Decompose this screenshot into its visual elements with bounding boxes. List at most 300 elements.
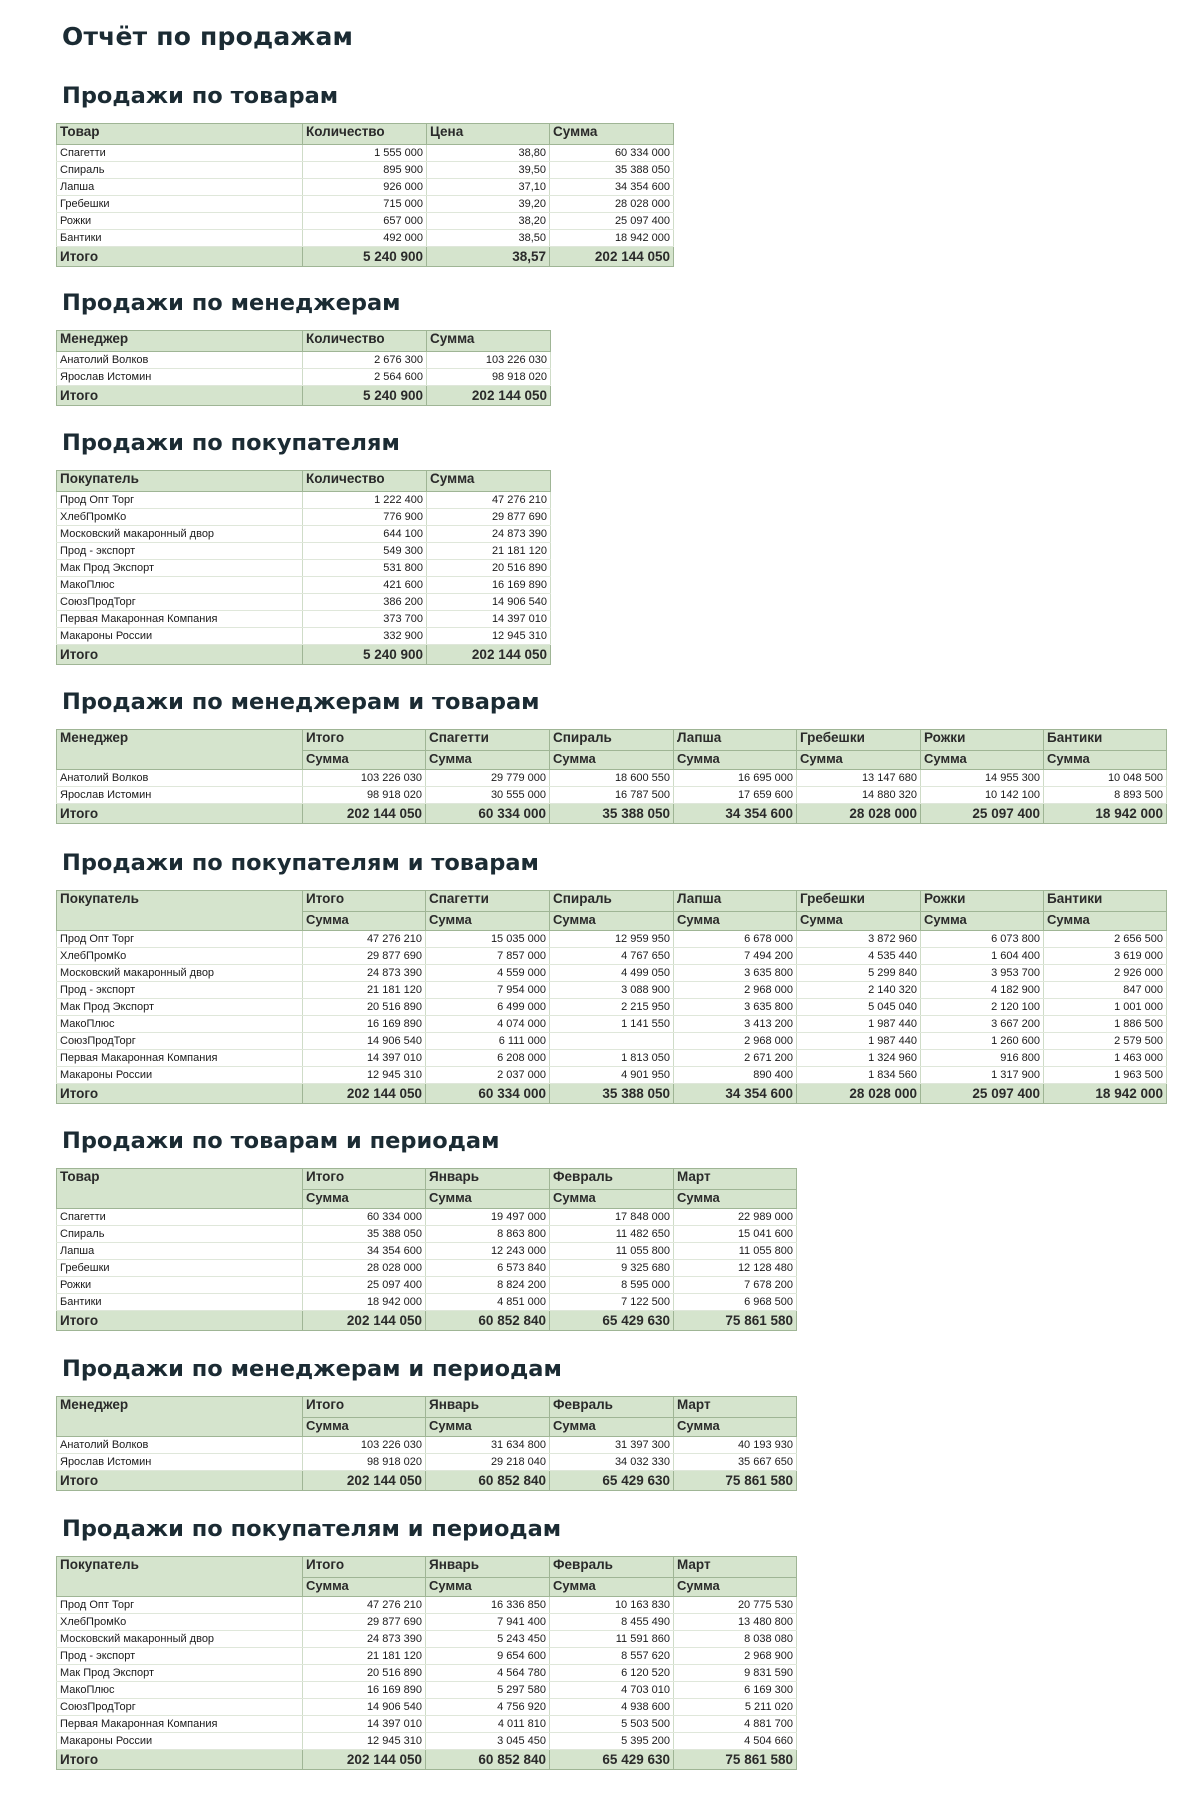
table-row: [57, 1614, 797, 1631]
cell-value: 1 141 550: [550, 1016, 674, 1033]
column-header: Менеджер: [57, 331, 303, 352]
table-row: [57, 1699, 797, 1716]
column-subheader: Сумма: [426, 1418, 550, 1437]
cell-value: 3 088 900: [550, 982, 674, 999]
total-label: Итого: [57, 645, 303, 665]
total-value: 28 028 000: [797, 804, 921, 824]
table-row: [57, 196, 674, 213]
total-value: 75 861 580: [674, 1311, 797, 1331]
cell-value: 37,10: [427, 179, 550, 196]
total-value: 5 240 900: [303, 645, 427, 665]
table-row: [57, 1277, 797, 1294]
section-title: Продажи по покупателям: [62, 430, 400, 456]
column-header: Итого: [303, 891, 426, 912]
row-label: МакоПлюс: [57, 577, 303, 594]
table-row: [57, 1016, 1167, 1033]
cell-value: 31 634 800: [426, 1437, 550, 1454]
table-row: [57, 162, 674, 179]
cell-value: 2 926 000: [1044, 965, 1167, 982]
cell-value: 715 000: [303, 196, 427, 213]
cell-value: 29 779 000: [426, 770, 550, 787]
column-header: Итого: [303, 1169, 426, 1190]
cell-value: 7 857 000: [426, 948, 550, 965]
cell-value: 6 073 800: [921, 931, 1044, 948]
cell-value: 11 591 860: [550, 1631, 674, 1648]
total-value: 60 852 840: [426, 1471, 550, 1491]
cell-value: 1 987 440: [797, 1016, 921, 1033]
total-row: [57, 386, 551, 406]
row-label: Ярослав Истомин: [57, 369, 303, 386]
cell-value: 47 276 210: [303, 1597, 426, 1614]
cell-value: 3 045 450: [426, 1733, 550, 1750]
total-value: 75 861 580: [674, 1471, 797, 1491]
table-row: [57, 369, 551, 386]
cell-value: 6 499 000: [426, 999, 550, 1016]
cell-value: 8 557 620: [550, 1648, 674, 1665]
cell-value: 28 028 000: [303, 1260, 426, 1277]
cell-value: 890 400: [674, 1067, 797, 1084]
total-value: 202 144 050: [303, 804, 426, 824]
cell-value: 38,80: [427, 145, 550, 162]
column-subheader: Сумма: [303, 1578, 426, 1597]
cell-value: 8 038 080: [674, 1631, 797, 1648]
cell-value: 549 300: [303, 543, 427, 560]
cell-value: 7 941 400: [426, 1614, 550, 1631]
cell-value: 103 226 030: [427, 352, 551, 369]
cell-value: 47 276 210: [427, 492, 551, 509]
row-label: Спагетти: [57, 1209, 303, 1226]
total-value: 60 852 840: [426, 1750, 550, 1770]
total-row: [57, 1750, 797, 1770]
cell-value: 4 756 920: [426, 1699, 550, 1716]
column-header: Количество: [303, 331, 427, 352]
total-value: 34 354 600: [674, 804, 797, 824]
cell-value: 776 900: [303, 509, 427, 526]
cell-value: 1 317 900: [921, 1067, 1044, 1084]
cell-value: 492 000: [303, 230, 427, 247]
cell-value: 2 671 200: [674, 1050, 797, 1067]
cell-value: 14 906 540: [303, 1699, 426, 1716]
cell-value: 7 122 500: [550, 1294, 674, 1311]
cell-value: 1 001 000: [1044, 999, 1167, 1016]
table-sales-by-manager-and-period: [56, 1396, 797, 1491]
section-title: Продажи по покупателям и товарам: [62, 850, 539, 876]
column-header: Бантики: [1044, 730, 1167, 751]
cell-value: 5 503 500: [550, 1716, 674, 1733]
cell-value: 916 800: [921, 1050, 1044, 1067]
row-label: Макароны России: [57, 628, 303, 645]
row-label: Анатолий Волков: [57, 1437, 303, 1454]
report-title: Отчёт по продажам: [62, 22, 354, 51]
table-sales-by-product: [56, 123, 674, 267]
cell-value: 1 886 500: [1044, 1016, 1167, 1033]
section-sales-by-customer-and-period: [56, 1513, 797, 1770]
total-label: Итого: [57, 1084, 303, 1104]
row-label: Анатолий Волков: [57, 352, 303, 369]
row-label: ХлебПромКо: [57, 948, 303, 965]
table-row: [57, 1454, 797, 1471]
column-header: Лапша: [674, 730, 797, 751]
cell-value: 12 945 310: [427, 628, 551, 645]
column-subheader: Сумма: [550, 1418, 674, 1437]
cell-value: 20 516 890: [303, 1665, 426, 1682]
row-label: Первая Макаронная Компания: [57, 1716, 303, 1733]
cell-value: 22 989 000: [674, 1209, 797, 1226]
table-row: [57, 509, 551, 526]
column-subheader: Сумма: [550, 1190, 674, 1209]
header-row: [57, 730, 1167, 751]
cell-value: 34 032 330: [550, 1454, 674, 1471]
cell-value: 4 938 600: [550, 1699, 674, 1716]
column-subheader: Сумма: [674, 912, 797, 931]
column-subheader: Сумма: [674, 751, 797, 770]
column-header: Итого: [303, 730, 426, 751]
cell-value: 3 953 700: [921, 965, 1044, 982]
table-row: [57, 999, 1167, 1016]
column-header: Товар: [57, 1169, 303, 1209]
section-title: Продажи по менеджерам и периодам: [62, 1356, 562, 1382]
row-label: ХлебПромКо: [57, 509, 303, 526]
cell-value: 14 880 320: [797, 787, 921, 804]
table-sales-by-customer-and-period: [56, 1556, 797, 1770]
total-value: 202 144 050: [550, 247, 674, 267]
cell-value: 3 619 000: [1044, 948, 1167, 965]
column-header: Покупатель: [57, 1557, 303, 1597]
row-label: Гребешки: [57, 1260, 303, 1277]
row-label: Прод - экспорт: [57, 543, 303, 560]
cell-value: [550, 1033, 674, 1050]
column-header: Гребешки: [797, 730, 921, 751]
cell-value: 2 120 100: [921, 999, 1044, 1016]
row-label: Рожки: [57, 213, 303, 230]
cell-value: 5 395 200: [550, 1733, 674, 1750]
cell-value: 9 654 600: [426, 1648, 550, 1665]
column-subheader: Сумма: [426, 912, 550, 931]
total-value: 60 334 000: [426, 1084, 550, 1104]
column-subheader: Сумма: [921, 751, 1044, 770]
row-label: ХлебПромКо: [57, 1614, 303, 1631]
column-header: Спагетти: [426, 891, 550, 912]
cell-value: 4 564 780: [426, 1665, 550, 1682]
cell-value: 38,20: [427, 213, 550, 230]
row-label: Московский макаронный двор: [57, 965, 303, 982]
row-label: Первая Макаронная Компания: [57, 611, 303, 628]
table-row: [57, 982, 1167, 999]
table-sales-by-manager: [56, 330, 551, 406]
column-header: Менеджер: [57, 730, 303, 770]
table-sales-by-customer-and-product: [56, 890, 1167, 1104]
cell-value: 4 011 810: [426, 1716, 550, 1733]
total-label: Итого: [57, 804, 303, 824]
row-label: Прод Опт Торг: [57, 1597, 303, 1614]
total-value: 18 942 000: [1044, 1084, 1167, 1104]
column-header: Количество: [303, 124, 427, 145]
column-header: Менеджер: [57, 1397, 303, 1437]
total-label: Итого: [57, 1311, 303, 1331]
row-label: Прод - экспорт: [57, 982, 303, 999]
section-title: Продажи по товарам и периодам: [62, 1128, 500, 1154]
row-label: Рожки: [57, 1277, 303, 1294]
cell-value: 25 097 400: [303, 1277, 426, 1294]
cell-value: 8 893 500: [1044, 787, 1167, 804]
cell-value: 98 918 020: [303, 1454, 426, 1471]
cell-value: 16 169 890: [303, 1016, 426, 1033]
column-header: Сумма: [427, 471, 551, 492]
cell-value: 16 169 890: [303, 1682, 426, 1699]
column-header: Цена: [427, 124, 550, 145]
table-row: [57, 1648, 797, 1665]
column-subheader: Сумма: [674, 1578, 797, 1597]
cell-value: 3 667 200: [921, 1016, 1044, 1033]
cell-value: 1 260 600: [921, 1033, 1044, 1050]
cell-value: 8 824 200: [426, 1277, 550, 1294]
cell-value: 40 193 930: [674, 1437, 797, 1454]
cell-value: 12 945 310: [303, 1067, 426, 1084]
cell-value: 1 813 050: [550, 1050, 674, 1067]
table-row: [57, 787, 1167, 804]
total-label: Итого: [57, 1750, 303, 1770]
total-value: 65 429 630: [550, 1311, 674, 1331]
cell-value: 35 388 050: [550, 162, 674, 179]
cell-value: 14 397 010: [427, 611, 551, 628]
table-row: [57, 948, 1167, 965]
cell-value: 28 028 000: [550, 196, 674, 213]
cell-value: 6 111 000: [426, 1033, 550, 1050]
row-label: Лапша: [57, 179, 303, 196]
row-label: Прод Опт Торг: [57, 931, 303, 948]
cell-value: 4 074 000: [426, 1016, 550, 1033]
section-title: Продажи по менеджерам и товарам: [62, 689, 540, 715]
column-header: Покупатель: [57, 471, 303, 492]
cell-value: 1 834 560: [797, 1067, 921, 1084]
column-subheader: Сумма: [426, 1578, 550, 1597]
column-header: Итого: [303, 1557, 426, 1578]
cell-value: 7 494 200: [674, 948, 797, 965]
cell-value: 2 037 000: [426, 1067, 550, 1084]
table-sales-by-manager-and-product: [56, 729, 1167, 824]
total-value: 38,57: [427, 247, 550, 267]
column-header: Февраль: [550, 1397, 674, 1418]
total-value: 25 097 400: [921, 1084, 1044, 1104]
row-label: Спагетти: [57, 145, 303, 162]
section-sales-by-manager-and-period: [56, 1353, 797, 1491]
cell-value: 7 678 200: [674, 1277, 797, 1294]
total-value: 202 144 050: [303, 1084, 426, 1104]
cell-value: 7 954 000: [426, 982, 550, 999]
cell-value: 6 120 520: [550, 1665, 674, 1682]
cell-value: 34 354 600: [550, 179, 674, 196]
table-row: [57, 1716, 797, 1733]
cell-value: 20 775 530: [674, 1597, 797, 1614]
cell-value: 103 226 030: [303, 770, 426, 787]
section-title: Продажи по товарам: [62, 83, 339, 109]
cell-value: 103 226 030: [303, 1437, 426, 1454]
column-header: Январь: [426, 1169, 550, 1190]
column-subheader: Сумма: [303, 1190, 426, 1209]
cell-value: 18 942 000: [550, 230, 674, 247]
cell-value: 3 635 800: [674, 965, 797, 982]
column-header: Гребешки: [797, 891, 921, 912]
row-label: Прод - экспорт: [57, 1648, 303, 1665]
column-header: Покупатель: [57, 891, 303, 931]
cell-value: 29 877 690: [303, 1614, 426, 1631]
cell-value: 6 169 300: [674, 1682, 797, 1699]
row-label: Мак Прод Экспорт: [57, 1665, 303, 1682]
total-value: 202 144 050: [427, 645, 551, 665]
row-label: МакоПлюс: [57, 1682, 303, 1699]
table-row: [57, 1733, 797, 1750]
cell-value: 1 324 960: [797, 1050, 921, 1067]
cell-value: 31 397 300: [550, 1437, 674, 1454]
section-sales-by-customer: [56, 427, 551, 665]
column-header: Бантики: [1044, 891, 1167, 912]
table-row: [57, 1631, 797, 1648]
cell-value: 34 354 600: [303, 1243, 426, 1260]
cell-value: 20 516 890: [427, 560, 551, 577]
column-header: Сумма: [550, 124, 674, 145]
column-subheader: Сумма: [550, 912, 674, 931]
table-row: [57, 770, 1167, 787]
section-sales-by-manager: [56, 287, 551, 406]
section-title: Продажи по менеджерам: [62, 290, 401, 316]
cell-value: 16 169 890: [427, 577, 551, 594]
row-label: Ярослав Истомин: [57, 787, 303, 804]
table-row: [57, 1437, 797, 1454]
cell-value: 5 045 040: [797, 999, 921, 1016]
header-row: [57, 331, 551, 352]
total-value: 60 852 840: [426, 1311, 550, 1331]
row-label: СоюзПродТорг: [57, 594, 303, 611]
cell-value: 421 600: [303, 577, 427, 594]
header-row: [57, 1397, 797, 1418]
cell-value: 24 873 390: [303, 965, 426, 982]
row-label: Ярослав Истомин: [57, 1454, 303, 1471]
cell-value: 332 900: [303, 628, 427, 645]
cell-value: 1 604 400: [921, 948, 1044, 965]
table-sales-by-product-and-period: [56, 1168, 797, 1331]
cell-value: 3 872 960: [797, 931, 921, 948]
cell-value: 3 413 200: [674, 1016, 797, 1033]
table-row: [57, 560, 551, 577]
table-row: [57, 1067, 1167, 1084]
cell-value: 5 211 020: [674, 1699, 797, 1716]
cell-value: 14 955 300: [921, 770, 1044, 787]
column-header: Сумма: [427, 331, 551, 352]
cell-value: 5 299 840: [797, 965, 921, 982]
table-row: [57, 931, 1167, 948]
cell-value: 24 873 390: [427, 526, 551, 543]
column-subheader: Сумма: [426, 751, 550, 770]
column-header: Итого: [303, 1397, 426, 1418]
cell-value: 29 877 690: [303, 948, 426, 965]
total-value: 65 429 630: [550, 1750, 674, 1770]
cell-value: 14 397 010: [303, 1716, 426, 1733]
total-value: 60 334 000: [426, 804, 550, 824]
column-header: Март: [674, 1169, 797, 1190]
cell-value: 11 482 650: [550, 1226, 674, 1243]
section-sales-by-manager-and-product: [56, 686, 1167, 824]
table-row: [57, 213, 674, 230]
column-subheader: Сумма: [550, 751, 674, 770]
header-row: [57, 1557, 797, 1578]
cell-value: 644 100: [303, 526, 427, 543]
cell-value: 13 147 680: [797, 770, 921, 787]
column-header: Товар: [57, 124, 303, 145]
cell-value: 21 181 120: [427, 543, 551, 560]
cell-value: 25 097 400: [550, 213, 674, 230]
cell-value: 29 877 690: [427, 509, 551, 526]
column-header: Рожки: [921, 730, 1044, 751]
section-sales-by-product: [56, 80, 674, 267]
row-label: Лапша: [57, 1243, 303, 1260]
cell-value: 18 600 550: [550, 770, 674, 787]
column-subheader: Сумма: [797, 751, 921, 770]
cell-value: 2 564 600: [303, 369, 427, 386]
cell-value: 2 579 500: [1044, 1033, 1167, 1050]
cell-value: 4 504 660: [674, 1733, 797, 1750]
cell-value: 19 497 000: [426, 1209, 550, 1226]
column-subheader: Сумма: [303, 1418, 426, 1437]
cell-value: 9 831 590: [674, 1665, 797, 1682]
total-row: [57, 804, 1167, 824]
cell-value: 5 297 580: [426, 1682, 550, 1699]
column-header: Спираль: [550, 891, 674, 912]
total-value: 202 144 050: [427, 386, 551, 406]
section-sales-by-customer-and-product: [56, 847, 1167, 1104]
column-header: Март: [674, 1557, 797, 1578]
cell-value: 6 678 000: [674, 931, 797, 948]
header-row: [57, 124, 674, 145]
total-value: 35 388 050: [550, 804, 674, 824]
cell-value: 14 906 540: [427, 594, 551, 611]
total-value: 18 942 000: [1044, 804, 1167, 824]
cell-value: 12 945 310: [303, 1733, 426, 1750]
total-row: [57, 645, 551, 665]
cell-value: 15 035 000: [426, 931, 550, 948]
cell-value: 386 200: [303, 594, 427, 611]
cell-value: 10 048 500: [1044, 770, 1167, 787]
table-row: [57, 1597, 797, 1614]
cell-value: 12 959 950: [550, 931, 674, 948]
cell-value: 4 535 440: [797, 948, 921, 965]
cell-value: 2 215 950: [550, 999, 674, 1016]
header-row: [57, 1169, 797, 1190]
row-label: Бантики: [57, 1294, 303, 1311]
total-row: [57, 1471, 797, 1491]
row-label: МакоПлюс: [57, 1016, 303, 1033]
column-header: Январь: [426, 1557, 550, 1578]
table-row: [57, 1665, 797, 1682]
cell-value: 12 243 000: [426, 1243, 550, 1260]
cell-value: 2 968 000: [674, 982, 797, 999]
table-row: [57, 230, 674, 247]
cell-value: 4 767 650: [550, 948, 674, 965]
cell-value: 6 968 500: [674, 1294, 797, 1311]
row-label: СоюзПродТорг: [57, 1033, 303, 1050]
total-row: [57, 1311, 797, 1331]
table-row: [57, 611, 551, 628]
cell-value: 15 041 600: [674, 1226, 797, 1243]
total-value: 5 240 900: [303, 247, 427, 267]
cell-value: 1 555 000: [303, 145, 427, 162]
cell-value: 6 573 840: [426, 1260, 550, 1277]
column-header: Рожки: [921, 891, 1044, 912]
total-value: 35 388 050: [550, 1084, 674, 1104]
row-label: Макароны России: [57, 1733, 303, 1750]
cell-value: 11 055 800: [550, 1243, 674, 1260]
header-row: [57, 891, 1167, 912]
cell-value: 6 208 000: [426, 1050, 550, 1067]
